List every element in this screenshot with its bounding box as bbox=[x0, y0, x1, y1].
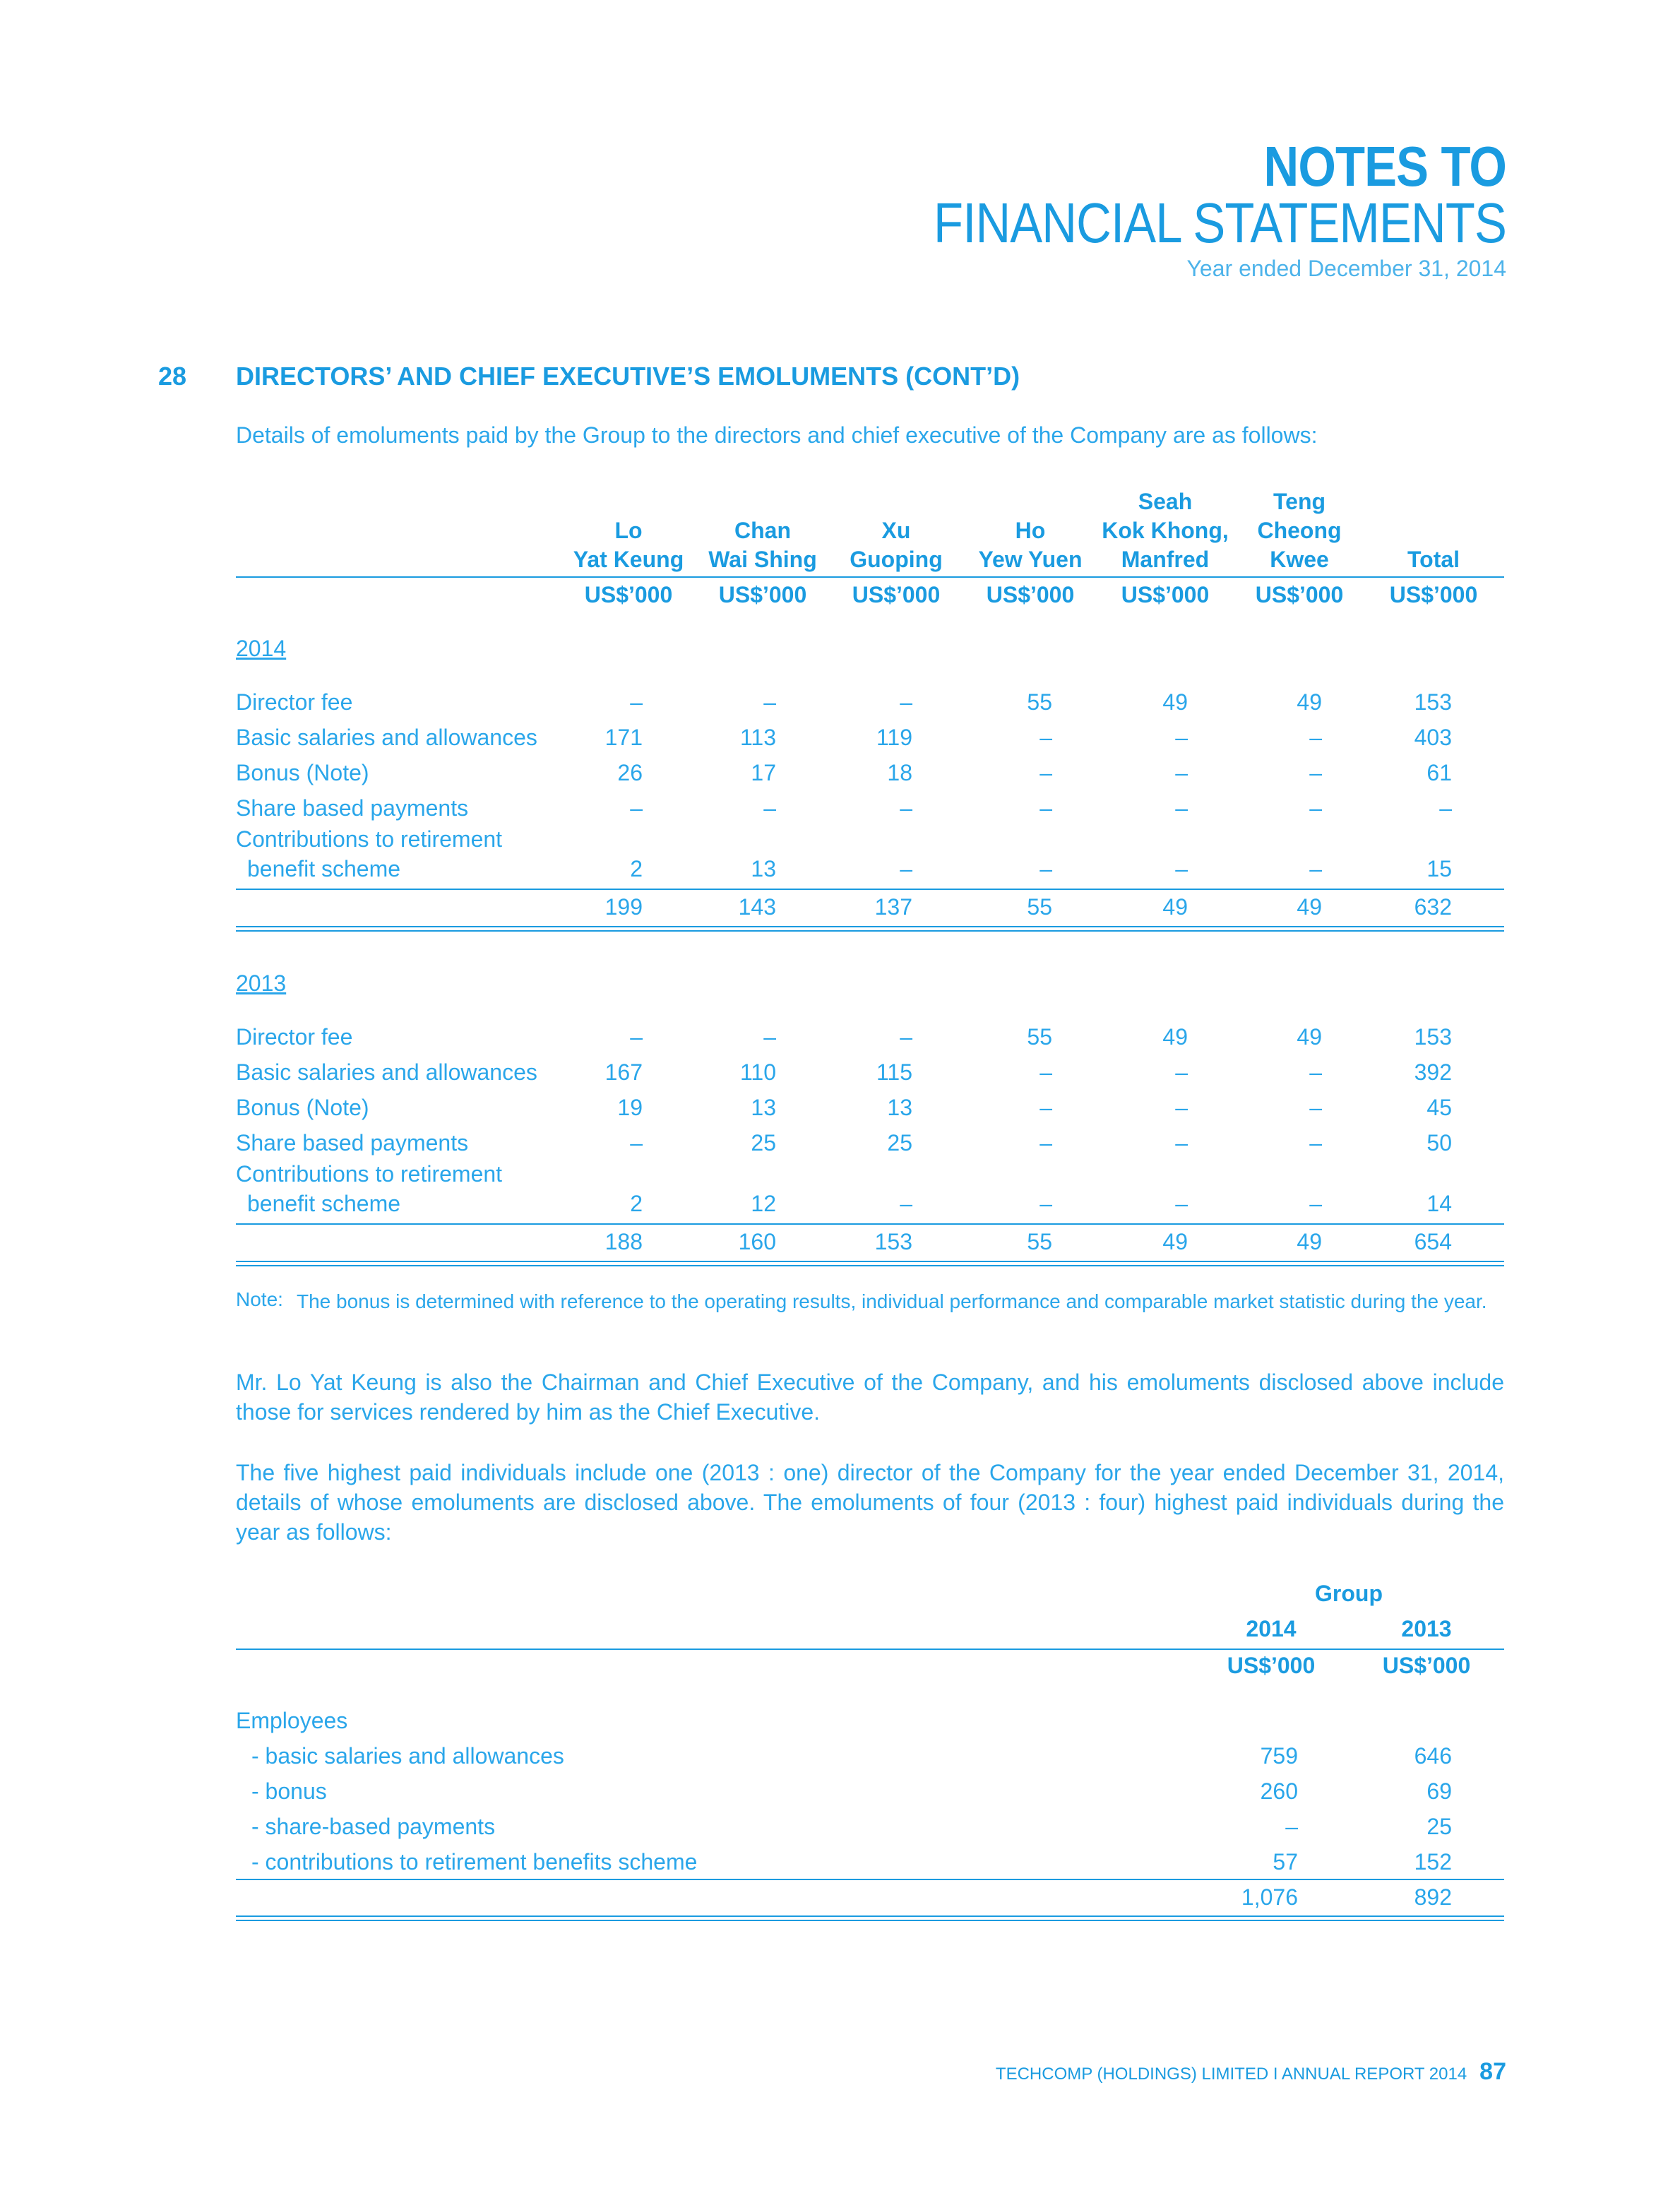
note-label: Note: bbox=[236, 1288, 283, 1310]
table-cell: – bbox=[1175, 1191, 1188, 1216]
total-cell: 55 bbox=[1027, 1229, 1052, 1254]
table-cell: 153 bbox=[1414, 1024, 1452, 1050]
unit-label: US$’000 bbox=[584, 582, 673, 607]
total-cell: 199 bbox=[604, 894, 643, 920]
table-cell: 13 bbox=[887, 1095, 912, 1120]
table-cell: – bbox=[1309, 1095, 1322, 1120]
table-cell: 152 bbox=[1414, 1849, 1452, 1875]
subtotal-rule bbox=[236, 1223, 1504, 1225]
table-cell: 19 bbox=[617, 1095, 643, 1120]
total-double-rule bbox=[236, 926, 1504, 932]
column-header-line: Kok Khong, bbox=[1102, 518, 1229, 543]
row-label: Director fee bbox=[236, 1024, 353, 1050]
column-header-line: Cheong bbox=[1257, 518, 1342, 543]
row-label: Director fee bbox=[236, 689, 353, 715]
column-header-line: Total bbox=[1407, 547, 1460, 572]
header-title-line2: FINANCIAL STATEMENTS bbox=[933, 191, 1506, 254]
table-cell: 392 bbox=[1414, 1059, 1452, 1085]
table-cell: – bbox=[763, 689, 776, 715]
total-cell: 632 bbox=[1414, 894, 1452, 920]
row-label: Basic salaries and allowances bbox=[236, 725, 537, 750]
column-header-line bbox=[953, 487, 1108, 516]
table-cell: – bbox=[763, 795, 776, 821]
table-cell: 25 bbox=[887, 1130, 912, 1156]
subtotal-rule bbox=[236, 889, 1504, 890]
table-cell: 49 bbox=[1162, 1024, 1188, 1050]
table-cell: 119 bbox=[876, 725, 912, 750]
total-cell: 654 bbox=[1414, 1229, 1452, 1254]
table-cell: – bbox=[1309, 725, 1322, 750]
table-cell: – bbox=[1309, 760, 1322, 785]
unit-label: US$’000 bbox=[1382, 1653, 1471, 1678]
column-header-line: Yat Keung bbox=[573, 547, 684, 572]
table-cell: 14 bbox=[1426, 1191, 1452, 1216]
table-cell: 25 bbox=[1426, 1814, 1452, 1839]
table-cell: – bbox=[1039, 795, 1052, 821]
unit-label: US$’000 bbox=[852, 582, 941, 607]
table-cell: – bbox=[1039, 856, 1052, 881]
row-label: - bonus bbox=[251, 1778, 327, 1804]
table-cell: – bbox=[1175, 856, 1188, 881]
page-number: 87 bbox=[1479, 2058, 1506, 2085]
column-header-line: Wai Shing bbox=[708, 547, 817, 572]
table-cell: 13 bbox=[751, 856, 776, 881]
header-rule bbox=[236, 1649, 1504, 1650]
table-cell: 49 bbox=[1297, 689, 1322, 715]
section-number: 28 bbox=[158, 362, 187, 391]
row-label-cont: benefit scheme bbox=[247, 1191, 401, 1216]
unit-label: US$’000 bbox=[1121, 582, 1210, 607]
table-cell: – bbox=[1309, 1130, 1322, 1156]
row-label: - basic salaries and allowances bbox=[251, 1743, 564, 1769]
table-cell: 45 bbox=[1426, 1095, 1452, 1120]
row-label: Contributions to retirement bbox=[236, 826, 503, 852]
table-cell: – bbox=[1039, 725, 1052, 750]
table-cell: – bbox=[630, 795, 643, 821]
column-header-line: Ho bbox=[1015, 518, 1046, 543]
table-cell: – bbox=[1175, 1095, 1188, 1120]
row-label: Basic salaries and allowances bbox=[236, 1059, 537, 1085]
total-cell: 55 bbox=[1027, 894, 1052, 920]
column-header-line bbox=[551, 487, 706, 516]
total-cell: 49 bbox=[1162, 1229, 1188, 1254]
table-cell: 50 bbox=[1426, 1130, 1452, 1156]
header-rule bbox=[236, 576, 1504, 578]
table-cell: 2 bbox=[630, 856, 643, 881]
column-header-line: Kwee bbox=[1270, 547, 1329, 572]
table-cell: 12 bbox=[751, 1191, 776, 1216]
column-header-line bbox=[1356, 487, 1511, 516]
header-year-line: Year ended December 31, 2014 bbox=[1186, 256, 1506, 281]
table-cell: 15 bbox=[1426, 856, 1452, 881]
table-cell: 171 bbox=[604, 725, 643, 750]
row-label: Bonus (Note) bbox=[236, 760, 369, 785]
total-cell: 153 bbox=[874, 1229, 912, 1254]
column-header bbox=[953, 487, 1108, 574]
unit-label: US$’000 bbox=[1255, 582, 1344, 607]
table-cell: 25 bbox=[751, 1130, 776, 1156]
column-header-line: Manfred bbox=[1121, 547, 1210, 572]
year-label: 2014 bbox=[236, 636, 287, 661]
year-label: 2013 bbox=[236, 970, 287, 996]
table-cell: – bbox=[630, 1024, 643, 1050]
total-cell: 137 bbox=[874, 894, 912, 920]
table-cell: – bbox=[1175, 1130, 1188, 1156]
column-header-line: Xu bbox=[881, 518, 911, 543]
table-cell: 13 bbox=[751, 1095, 776, 1120]
unit-label: US$’000 bbox=[1389, 582, 1478, 607]
table-cell: – bbox=[900, 856, 912, 881]
table-cell: 18 bbox=[887, 760, 912, 785]
paragraph-highest-paid: The five highest paid individuals include one (2013 : one) director of the Company for the year ended December 31, 2014, details of whose emoluments are disclosed above. The emoluments of four (2013 : four) highest paid individuals during the year as follows: bbox=[236, 1460, 1504, 1545]
table-cell: 260 bbox=[1260, 1778, 1298, 1804]
table-cell: – bbox=[900, 1191, 912, 1216]
table-cell: 113 bbox=[739, 725, 776, 750]
column-header-line bbox=[685, 487, 840, 516]
table-cell: 115 bbox=[876, 1059, 912, 1085]
row-label: - contributions to retirement benefits scheme bbox=[251, 1849, 698, 1875]
table-cell: – bbox=[1039, 760, 1052, 785]
table-cell: 49 bbox=[1297, 1024, 1322, 1050]
table-cell: – bbox=[1309, 1191, 1322, 1216]
table-cell: – bbox=[630, 1130, 643, 1156]
table-cell: – bbox=[1175, 760, 1188, 785]
row-label-cont: benefit scheme bbox=[247, 856, 401, 881]
table-cell: – bbox=[1439, 795, 1452, 821]
section-intro: Details of emoluments paid by the Group to the directors and chief executive of the Company are as follows: bbox=[236, 422, 1318, 448]
column-header-line bbox=[1356, 516, 1511, 545]
unit-label: US$’000 bbox=[986, 582, 1075, 607]
table-cell: 26 bbox=[617, 760, 643, 785]
table-cell: – bbox=[1175, 1059, 1188, 1085]
table-cell: 2 bbox=[630, 1191, 643, 1216]
table-cell: – bbox=[900, 689, 912, 715]
column-header bbox=[1222, 487, 1377, 574]
paragraph-chairman: Mr. Lo Yat Keung is also the Chairman and Chief Executive of the Company, and his emoluments disclosed above include those for services rendered by him as the Chief Executive. bbox=[236, 1370, 1504, 1425]
row-label: Share based payments bbox=[236, 1130, 469, 1156]
table-cell: – bbox=[1309, 856, 1322, 881]
total-cell: 143 bbox=[738, 894, 776, 920]
table-cell: – bbox=[1175, 725, 1188, 750]
column-header-line: Guoping bbox=[850, 547, 943, 572]
table-cell: 17 bbox=[751, 760, 776, 785]
table-cell: – bbox=[1175, 795, 1188, 821]
table-cell: 57 bbox=[1273, 1849, 1298, 1875]
footer-text: TECHCOMP (HOLDINGS) LIMITED I ANNUAL REPORT 2014 bbox=[995, 2065, 1467, 2084]
table-cell: – bbox=[630, 689, 643, 715]
column-header bbox=[818, 487, 974, 574]
total-cell: 49 bbox=[1297, 894, 1322, 920]
column-header-line: Yew Yuen bbox=[978, 547, 1083, 572]
column-header-line: Chan bbox=[734, 518, 791, 543]
row-label: Contributions to retirement bbox=[236, 1161, 503, 1187]
total-cell: 160 bbox=[738, 1229, 776, 1254]
column-header bbox=[1356, 487, 1511, 574]
table-cell: 646 bbox=[1414, 1743, 1452, 1769]
page-header bbox=[840, 135, 1506, 282]
subtotal-rule bbox=[236, 1879, 1504, 1880]
table-cell: 69 bbox=[1426, 1778, 1452, 1804]
table-cell: – bbox=[763, 1024, 776, 1050]
column-header bbox=[551, 487, 706, 574]
table-cell: 403 bbox=[1414, 725, 1452, 750]
column-header bbox=[685, 487, 840, 574]
table-cell: – bbox=[1039, 1059, 1052, 1085]
total-double-rule bbox=[236, 1915, 1504, 1921]
table-cell: 55 bbox=[1027, 689, 1052, 715]
section-title: DIRECTORS’ AND CHIEF EXECUTIVE’S EMOLUMENTS (CONT’D) bbox=[236, 362, 1020, 391]
table-cell: 49 bbox=[1162, 689, 1188, 715]
table-cell: – bbox=[1039, 1130, 1052, 1156]
year-column-header: 2014 bbox=[1246, 1616, 1297, 1641]
column-header-line: Lo bbox=[614, 518, 643, 543]
table-cell: – bbox=[900, 1024, 912, 1050]
total-cell: 188 bbox=[604, 1229, 643, 1254]
table-cell: – bbox=[1285, 1814, 1298, 1839]
column-header-line: Teng bbox=[1273, 489, 1326, 514]
table-cell: 167 bbox=[604, 1059, 643, 1085]
table-cell: 55 bbox=[1027, 1024, 1052, 1050]
table-cell: – bbox=[1309, 795, 1322, 821]
row-label: - share-based payments bbox=[251, 1814, 496, 1839]
column-header-line bbox=[818, 487, 974, 516]
year-column-header: 2013 bbox=[1401, 1616, 1452, 1641]
table-cell: – bbox=[900, 795, 912, 821]
table-cell: 759 bbox=[1260, 1743, 1298, 1769]
unit-label: US$’000 bbox=[1227, 1653, 1316, 1678]
unit-label: US$’000 bbox=[718, 582, 807, 607]
column-header-line: Seah bbox=[1138, 489, 1193, 514]
table-cell: – bbox=[1039, 1095, 1052, 1120]
group-label: Group bbox=[1315, 1581, 1383, 1606]
table-cell: 153 bbox=[1414, 689, 1452, 715]
table-cell: – bbox=[1039, 1191, 1052, 1216]
total-double-rule bbox=[236, 1261, 1504, 1266]
page-footer bbox=[996, 2058, 1506, 2086]
total-cell: 49 bbox=[1297, 1229, 1322, 1254]
table-cell: – bbox=[1309, 1059, 1322, 1085]
row-label: Share based payments bbox=[236, 795, 469, 821]
total-cell: 892 bbox=[1414, 1884, 1452, 1910]
column-header bbox=[1088, 487, 1243, 574]
note-text: The bonus is determined with reference to the operating results, individual performance and comparable market statistic during the year. bbox=[297, 1290, 1487, 1312]
total-cell: 1,076 bbox=[1241, 1884, 1298, 1910]
table-cell: 61 bbox=[1426, 760, 1452, 785]
total-cell: 49 bbox=[1162, 894, 1188, 920]
row-label: Bonus (Note) bbox=[236, 1095, 369, 1120]
header-title-line1: NOTES TO bbox=[1263, 135, 1506, 198]
section-label: Employees bbox=[236, 1708, 348, 1733]
table-cell: 110 bbox=[739, 1059, 776, 1085]
